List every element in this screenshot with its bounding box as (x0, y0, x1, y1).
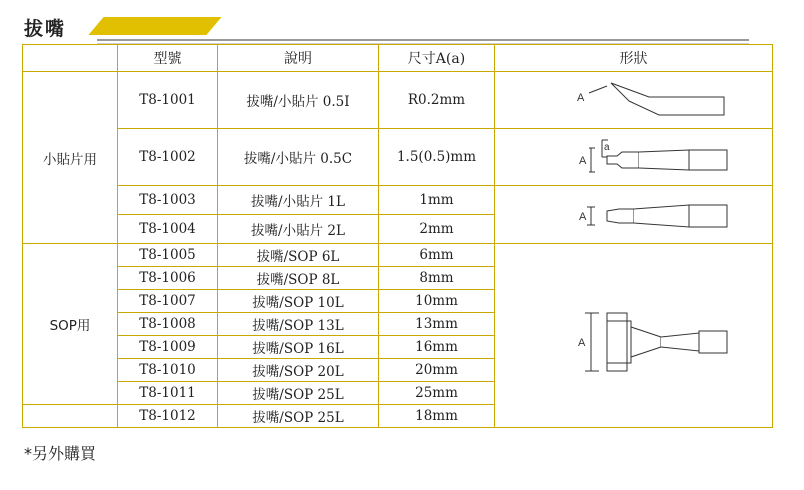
model-cell: T8-1007 (118, 290, 218, 313)
size-cell: 1mm (379, 186, 495, 215)
model-cell: T8-1010 (118, 359, 218, 382)
size-cell: 2mm (379, 215, 495, 244)
shape-cell (495, 129, 773, 186)
description-cell: 拔嘴/SOP 10L (218, 290, 379, 313)
spec-table (22, 44, 773, 428)
description-cell: 拔嘴/SOP 13L (218, 313, 379, 336)
model-cell: T8-1005 (118, 244, 218, 267)
chisel-tip-diagram (499, 130, 769, 184)
description-cell: 拔嘴/SOP 6L (218, 244, 379, 267)
description-cell: 拔嘴/SOP 16L (218, 336, 379, 359)
dim-label-a: A (576, 92, 584, 104)
description-cell: 拔嘴/小貼片 0.5I (218, 72, 379, 129)
table-row (23, 129, 773, 186)
header-description: 說明 (218, 45, 379, 72)
model-cell: T8-1002 (118, 129, 218, 186)
description-cell: 拔嘴/小貼片 2L (218, 215, 379, 244)
size-cell: 25mm (379, 382, 495, 405)
shape-cell (495, 72, 773, 129)
size-cell: 1.5(0.5)mm (379, 129, 495, 186)
shape-cell (495, 186, 773, 244)
section-header (22, 10, 727, 40)
flat-tip-diagram (499, 189, 769, 241)
dim-label-a: A (578, 155, 586, 167)
description-cell: 拔嘴/SOP 25L (218, 382, 379, 405)
size-cell: R0.2mm (379, 72, 495, 129)
size-cell: 13mm (379, 313, 495, 336)
model-cell: T8-1003 (118, 186, 218, 215)
bent-tip-diagram (499, 73, 769, 127)
table-row (23, 244, 773, 267)
size-cell: 10mm (379, 290, 495, 313)
table-row (23, 72, 773, 129)
footnote: *另外購買 (24, 444, 97, 463)
category-sop: SOP用 (23, 244, 118, 405)
title-underline (97, 39, 749, 41)
category-small-chip: 小貼片用 (23, 72, 118, 244)
shape-cell (495, 244, 773, 428)
dim-label-a: A (578, 210, 586, 223)
header-size: 尺寸A(a) (379, 45, 495, 72)
size-cell: 18mm (379, 405, 495, 428)
category-empty (23, 405, 118, 428)
description-cell: 拔嘴/小貼片 1L (218, 186, 379, 215)
dim-label-small-a: a (603, 142, 610, 153)
model-cell: T8-1012 (118, 405, 218, 428)
description-cell: 拔嘴/SOP 8L (218, 267, 379, 290)
title-accent-stripe (88, 17, 221, 35)
sop-tip-diagram (499, 251, 769, 421)
header-row (23, 45, 773, 72)
model-cell: T8-1011 (118, 382, 218, 405)
size-cell: 6mm (379, 244, 495, 267)
description-cell: 拔嘴/SOP 20L (218, 359, 379, 382)
size-cell: 8mm (379, 267, 495, 290)
section-title: 拔嘴 (24, 18, 67, 40)
header-empty (23, 45, 118, 72)
size-cell: 20mm (379, 359, 495, 382)
model-cell: T8-1001 (118, 72, 218, 129)
description-cell: 拔嘴/小貼片 0.5C (218, 129, 379, 186)
size-cell: 16mm (379, 336, 495, 359)
dim-label-a: A (577, 336, 585, 349)
header-model: 型號 (118, 45, 218, 72)
model-cell: T8-1004 (118, 215, 218, 244)
header-shape: 形狀 (495, 45, 773, 72)
model-cell: T8-1008 (118, 313, 218, 336)
table-row (23, 186, 773, 215)
description-cell: 拔嘴/SOP 25L (218, 405, 379, 428)
model-cell: T8-1009 (118, 336, 218, 359)
model-cell: T8-1006 (118, 267, 218, 290)
